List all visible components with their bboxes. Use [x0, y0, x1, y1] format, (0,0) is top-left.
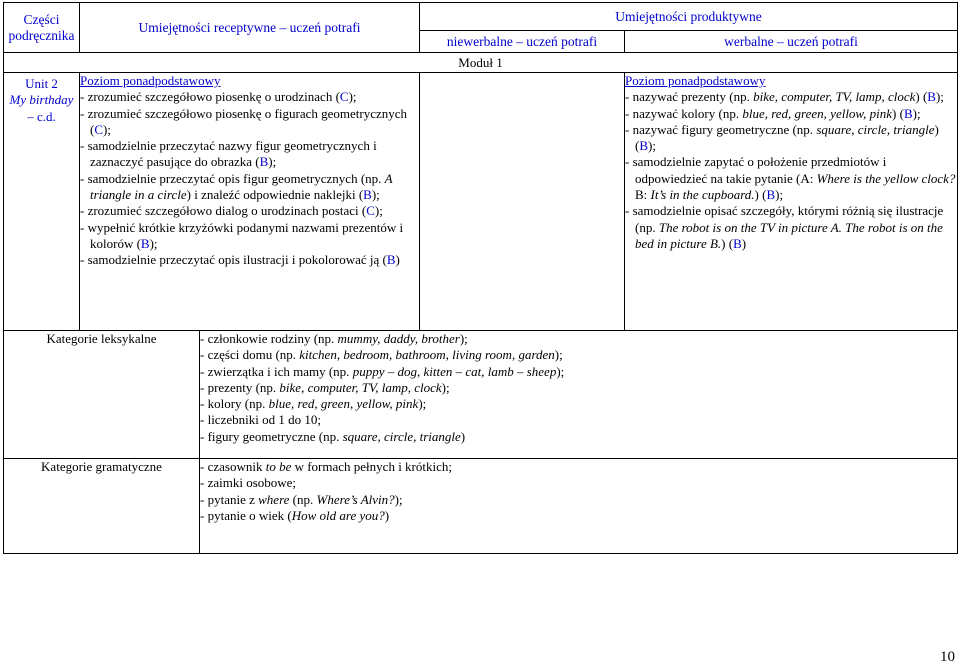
grammar-item-text: - czasownik	[200, 459, 266, 474]
grammar-item	[200, 459, 957, 475]
verbal-item-text: B	[927, 89, 936, 105]
verbal-item-text: )	[741, 235, 747, 251]
receptive-item-text: - zrozumieć szczegółowo dialog o urodzinach postaci (	[80, 203, 367, 219]
verbal-item-text: ) (	[754, 187, 767, 203]
receptive-item	[80, 138, 419, 171]
verbal-item-text: B	[766, 187, 776, 203]
receptive-item-text: B	[386, 252, 396, 268]
receptive-item-text: B	[363, 187, 372, 203]
lexical-item-text: bike, computer, TV, lamp, clock	[279, 379, 442, 395]
grammar-item-text: to be	[265, 459, 292, 474]
lexical-item-text: );	[418, 396, 427, 412]
verbal-item-text: );	[912, 105, 921, 121]
grammar-item-text: );	[394, 491, 403, 507]
lexical-list	[200, 331, 957, 445]
receptive-heading: Poziom ponadpodstawowy	[80, 73, 221, 88]
verbal-item-text: B	[639, 138, 649, 154]
receptive-item-text: );	[371, 187, 380, 203]
lexical-item-text: );	[556, 363, 565, 379]
receptive-item-text: );	[268, 154, 277, 170]
verbal-item-text: square, circle, triangle	[816, 121, 935, 137]
verbal-item-text: );	[648, 138, 656, 154]
grammar-item	[200, 492, 957, 508]
verbal-list	[625, 89, 957, 252]
lexical-label-cell	[4, 331, 200, 459]
receptive-item-text: );	[348, 89, 357, 105]
verbal-item-text: ) (	[721, 235, 734, 251]
receptive-item-text: C	[94, 121, 104, 137]
receptive-item	[80, 171, 419, 204]
header-parts-label: Części podręcznika	[8, 11, 75, 43]
verbal-cell	[625, 73, 958, 331]
receptive-item-text: )	[395, 252, 400, 268]
unit-continued: – c.d.	[27, 108, 56, 124]
lexical-item-text: - kolory (np.	[200, 396, 269, 412]
module-title: Moduł 1	[458, 54, 503, 70]
verbal-item-text: - nazywać prezenty (np.	[625, 89, 754, 105]
lexical-item-text: puppy – dog, kitten – cat, lamb – sheep	[352, 363, 557, 379]
header-nonverbal-label: niewerbalne – uczeń potrafi	[446, 33, 598, 49]
grammar-item-text: )	[384, 507, 390, 523]
receptive-item-text: );	[149, 235, 158, 251]
lexical-item	[200, 364, 957, 380]
receptive-item-text: ) i znaleźć odpowiednie naklejki (	[186, 187, 364, 203]
header-nonverbal	[420, 31, 625, 53]
module-row	[4, 53, 958, 73]
header-parts	[4, 3, 80, 53]
verbal-item-text: B	[903, 105, 913, 121]
verbal-item-text: ) (	[635, 121, 939, 154]
lexical-label: Kategorie leksykalne	[46, 331, 157, 346]
grammar-item-text: How old are you?	[291, 507, 385, 523]
receptive-item	[80, 220, 419, 253]
verbal-item	[625, 89, 957, 105]
verbal-item-text: B:	[635, 187, 651, 203]
header-verbal	[625, 31, 958, 53]
lexical-item-text: )	[460, 428, 466, 444]
receptive-item-text: - wypełnić krótkie krzyżówki podanymi nazwami prezentów i kolorów (	[80, 219, 404, 251]
header-productive	[420, 3, 958, 31]
lexical-item-text: - części domu (np.	[200, 347, 300, 363]
verbal-item-text: B	[733, 235, 742, 251]
grammar-item-text: - pytanie z	[200, 491, 259, 507]
verbal-item-text: ) (	[892, 105, 904, 121]
verbal-heading: Poziom ponadpodstawowy	[625, 73, 766, 88]
grammar-item-text: where	[258, 491, 290, 507]
receptive-item-text: );	[374, 203, 383, 219]
nonverbal-cell	[420, 73, 625, 331]
lexical-item-text: - prezenty (np.	[200, 379, 280, 395]
grammar-item-text: Where’s Alvin?	[316, 491, 395, 507]
lexical-item-text: square, circle, triangle	[342, 428, 461, 444]
receptive-cell	[80, 73, 420, 331]
verbal-item-text: It’s in the cupboard.	[650, 187, 755, 203]
receptive-item	[80, 252, 419, 268]
lexical-item-text: - zwierzątka i ich mamy (np.	[200, 363, 353, 379]
receptive-item-text: B	[259, 154, 269, 170]
verbal-item	[625, 203, 957, 252]
lexical-item	[200, 429, 957, 445]
verbal-item-text: - nazywać figury geometryczne (np.	[625, 121, 817, 137]
lexical-item-text: blue, red, green, yellow, pink	[268, 396, 419, 412]
verbal-item-text: - samodzielnie zapytać o położenie przedmiotów i odpowiedzieć na takie pytanie (A:	[625, 154, 887, 186]
header-receptive	[80, 3, 420, 53]
lexical-cell	[200, 331, 958, 459]
receptive-item-text: B	[140, 235, 150, 251]
lexical-item	[200, 396, 957, 412]
grammar-label: Kategorie gramatyczne	[41, 459, 162, 474]
verbal-item-text: bike, computer, TV, lamp, clock	[753, 89, 916, 105]
verbal-item-text: ) (	[915, 89, 928, 105]
grammar-item	[200, 475, 957, 491]
unit-cell	[4, 73, 80, 331]
page-number: 10	[940, 649, 955, 665]
verbal-item-text: The robot is on the TV in picture A. The robot is on the bed in picture B.	[635, 219, 943, 251]
receptive-item-text: - zrozumieć szczegółowo piosenkę o urodzinach (	[80, 89, 340, 105]
grammar-list	[200, 459, 957, 524]
lexical-item-text: - członkowie rodziny (np.	[200, 331, 338, 346]
receptive-list	[80, 89, 419, 268]
grammar-item	[200, 508, 957, 524]
verbal-item	[625, 154, 957, 203]
lexical-item	[200, 412, 957, 428]
grammar-item-text: - zaimki osobowe;	[200, 475, 297, 491]
verbal-item-text: );	[775, 187, 784, 203]
receptive-item-text: - samodzielnie przeczytać opis ilustracji i pokolorować ją (	[80, 252, 387, 268]
lexical-item-text: );	[441, 379, 450, 395]
receptive-item-text: - samodzielnie przeczytać opis figur geometrycznych (np.	[80, 170, 385, 186]
grammar-item-text: (np.	[289, 491, 317, 507]
verbal-item	[625, 106, 957, 122]
verbal-item-text: - nazywać kolory (np.	[625, 105, 743, 121]
lexical-item-text: - liczebniki od 1 do 10;	[200, 412, 321, 428]
header-receptive-label: Umiejętności receptywne – uczeń potrafi	[138, 19, 361, 35]
unit-number: Unit 2	[25, 76, 58, 91]
receptive-item-text: );	[103, 121, 111, 137]
verbal-item	[625, 122, 957, 155]
grammar-item-text: - pytanie o wiek (	[200, 507, 292, 523]
verbal-item-text: - samodzielnie opisać szczegóły, którymi różnią się ilustracje (np.	[625, 203, 944, 235]
receptive-item-text: A triangle in a circle	[90, 170, 393, 203]
lexical-item-text: );	[554, 347, 563, 363]
grammar-item-text: w formach pełnych i krótkich;	[291, 459, 452, 474]
receptive-item	[80, 106, 419, 139]
grammar-cell	[200, 459, 958, 554]
header-productive-label: Umiejętności produktywne	[615, 8, 762, 24]
lexical-item-text: kitchen, bedroom, bathroom, living room, garden	[299, 347, 555, 363]
lexical-item-text: mummy, daddy, brother	[337, 331, 460, 346]
lexical-item-text: );	[459, 331, 468, 346]
receptive-item	[80, 203, 419, 219]
lexical-item-text: - figury geometryczne (np.	[200, 428, 343, 444]
verbal-item-text: blue, red, green, yellow, pink	[742, 105, 893, 121]
receptive-item-text: C	[366, 203, 375, 219]
lexical-item	[200, 331, 957, 347]
receptive-item	[80, 89, 419, 105]
lexical-item	[200, 380, 957, 396]
grammar-label-cell	[4, 459, 200, 554]
lexical-item	[200, 347, 957, 363]
verbal-item-text: Where is the yellow clock?	[816, 170, 956, 186]
receptive-item-text: - zrozumieć szczegółowo piosenkę o figurach geometrycznych (	[80, 105, 408, 137]
curriculum-table	[3, 2, 958, 554]
unit-title: My birthday	[9, 92, 74, 108]
receptive-item-text: C	[339, 89, 349, 105]
receptive-item-text: - samodzielnie przeczytać nazwy figur geometrycznych i zaznaczyć pasujące do obrazka (	[80, 138, 377, 170]
header-verbal-label: werbalne – uczeń potrafi	[724, 33, 858, 49]
verbal-item-text: );	[935, 89, 944, 105]
